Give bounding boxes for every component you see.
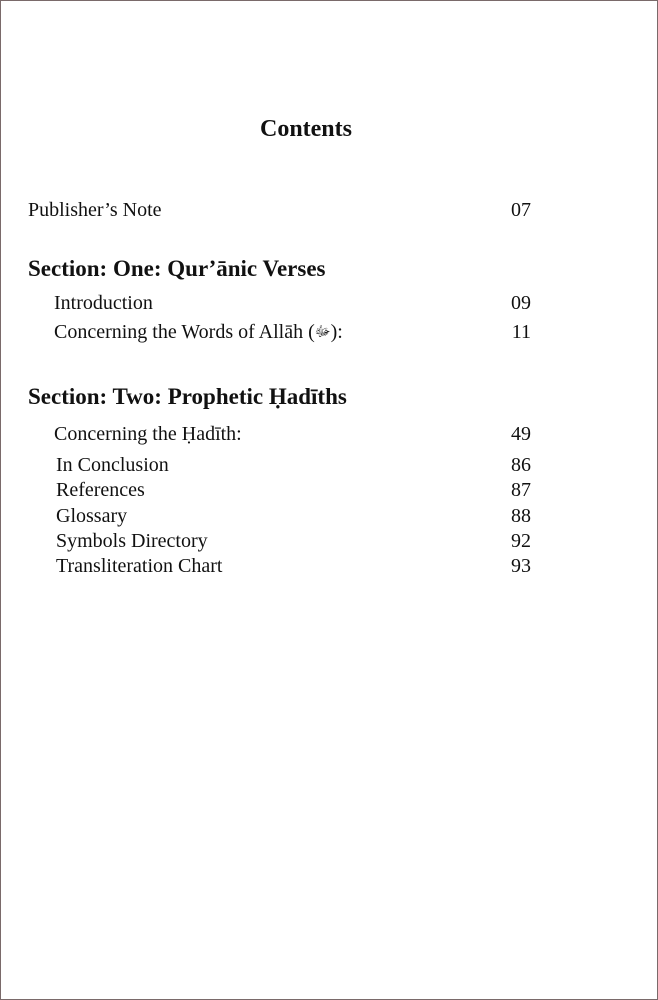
toc-entry-transliteration-chart[interactable] [56,553,531,579]
toc-entry-label: Introduction [54,292,153,314]
toc-entry-label-end: ): [330,321,343,343]
toc-entry-page: 07 [511,199,531,221]
toc-entry-label: Glossary [56,505,128,527]
toc-entry-symbols-directory[interactable] [56,528,531,554]
toc-entry-introduction[interactable] [54,290,531,316]
toc-entry-label: References [56,479,145,501]
toc-entry-words-of-allah[interactable] [54,319,531,345]
toc-entry-label [54,319,343,346]
toc-entry-page: 88 [511,505,531,527]
toc-entry-concerning-hadith[interactable] [54,421,531,447]
toc-entry-page: 11 [511,321,531,343]
section-two-heading: Section: Two: Prophetic Ḥadīths [28,384,347,409]
toc-entry-page: 93 [511,555,531,577]
toc-entry-label: Symbols Directory [56,530,208,552]
toc-entry-label: Concerning the Ḥadīth: [54,423,242,445]
toc-entry-page: 86 [511,454,531,476]
section-one-heading: Section: One: Qur’ānic Verses [28,256,326,281]
page-title: Contents [259,116,352,142]
toc-entry-page: 87 [511,479,531,501]
toc-entry-page: 09 [511,292,531,314]
toc-entry-in-conclusion[interactable] [56,452,531,478]
toc-entry-glossary[interactable] [56,503,531,529]
toc-entry-label: In Conclusion [56,454,169,476]
toc-entry-publishers-note[interactable] [28,197,531,223]
toc-entry-references[interactable] [56,477,531,503]
toc-entry-label-text: Concerning the Words of Allāh ( [54,321,315,343]
toc-entry-page: 92 [511,530,531,552]
toc-entry-label: Transliteration Chart [56,555,223,577]
toc-entry-page: 49 [511,423,531,445]
toc-entry-label: Publisher’s Note [28,199,162,221]
honorific-symbol: ﷻ [314,325,331,340]
